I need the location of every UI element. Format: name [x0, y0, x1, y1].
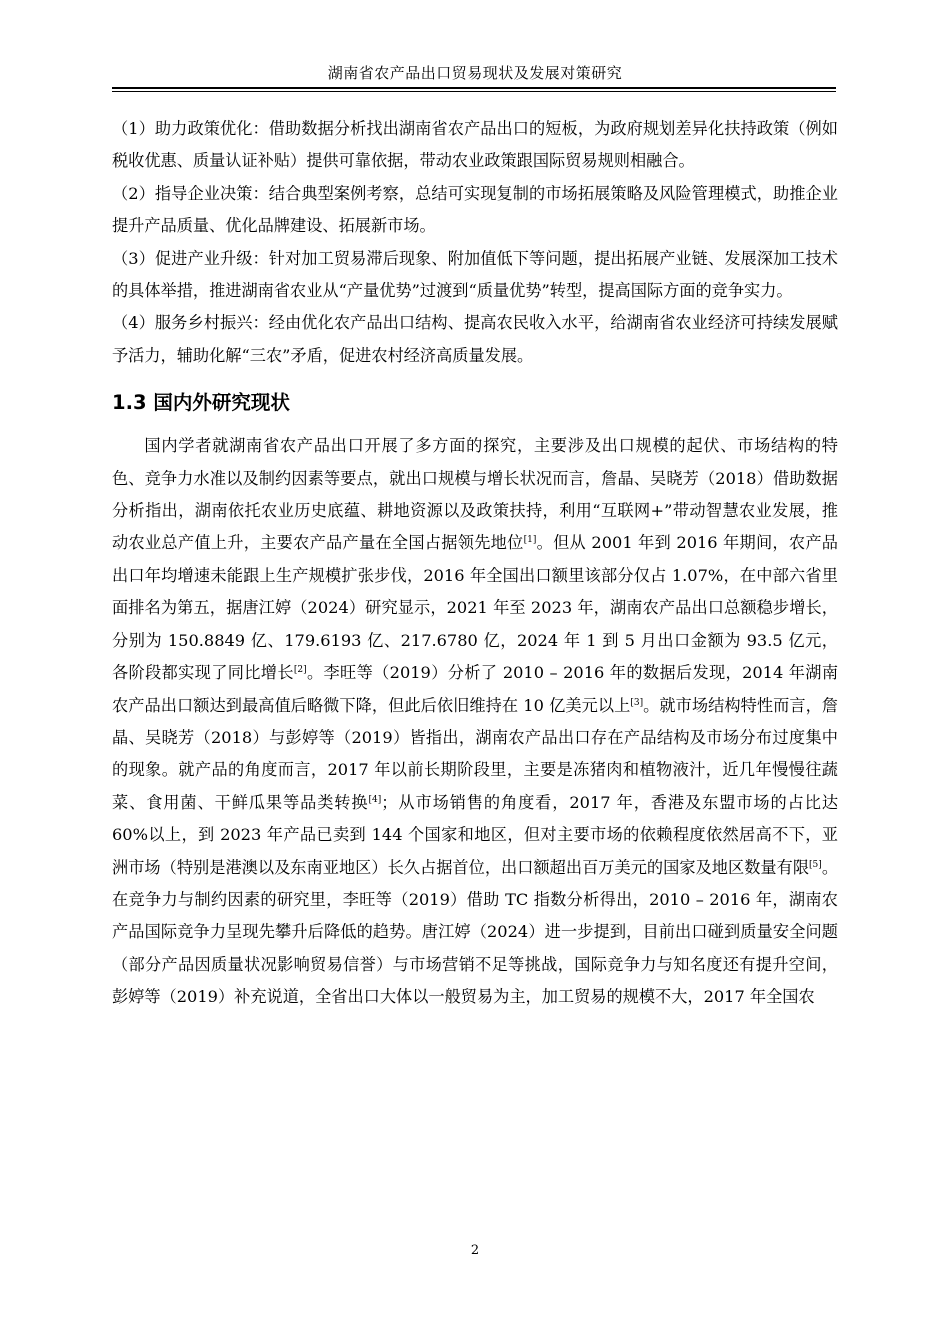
citation-ref: [2]: [293, 665, 307, 676]
header-rule-thin: [112, 91, 836, 92]
list-item: （1）助力政策优化：借助数据分析找出湖南省农产品出口的短板，为政府规划差异化扶持政策（例如税收优惠、质量认证补贴）提供可靠依据，带动农业政策跟国际贸易规则相融合。: [112, 119, 838, 171]
page-number: 2: [470, 1243, 480, 1258]
body-text: 国内学者就湖南省农产品出口开展了多方面的探究，主要涉及出口规模的起伏、市场结构的特色、竞争力水准以及制约因素等要点，就出口规模与增长状况而言，詹晶、吴晓芳（2018）借助数据分析指出，湖南依托农业历史底蕴、耕地资源以及政策扶持，利用“互联网+”带动智慧农业发展，推动农业总产值上升，主要农产品产量在全国占据领先地位: [112, 436, 838, 553]
body-text: ；从市场销售的角度看，2017 年，香港及东盟市场的占比达 60%以上，到 2023 年产品已卖到 144 个国家和地区，但对主要市场的依赖程度依然居高不下，亚洲市场（特别是港澳以及东南亚地区）长久占据首位，出口额超出百万美元的国家及地区数量有限: [112, 792, 839, 877]
running-header-title: 湖南省农产品出口贸易现状及发展对策研究: [327, 64, 623, 82]
body-paragraph: [112, 430, 838, 1013]
body-text: 。但从 2001 年到 2016 年期间，农产品出口年均增速未能跟上生产规模扩张步伐，2016 年全国出口额里该部分仅占 1.07%，在中部六省里面排名为第五，据唐江婷（2024）研究显示，2021 年至 2023 年，湖南农产品出口总额稳步增长，分别为 150.8849 亿、179.6193 亿、217.6780 亿，2024 年 1 到 5 月出口金额为 93.5 亿元，各阶段都实现了同比增长: [112, 533, 838, 683]
body-text: 。在竞争力与制约因素的研究里，李旺等（2019）借助 TC 指数分析得出，2010 – 2016 年，湖南农产品国际竞争力呈现先攀升后降低的趋势。唐江婷（2024）进一步提到，目前出口碰到质量安全问题（部分产品因质量状况影响贸易信誉）与市场营销不足等挑战，国际竞争力与知名度还有提升空间，彭婷等（2019）补充说道，全省出口大体以一般贸易为主，加工贸易的规模不大，2017 年全国农: [112, 857, 839, 1007]
list-item: （2）指导企业决策：结合典型案例考察，总结可实现复制的市场拓展策略及风险管理模式，助推企业提升产品质量、优化品牌建设、拓展新市场。: [112, 183, 838, 236]
citation-ref: [5]: [809, 859, 822, 870]
list-item: （4）服务乡村振兴：经由优化农产品出口结构、提高农民收入水平，给湖南省农业经济可持续发展赋予活力，辅助化解“三农”矛盾，促进农村经济高质量发展。: [112, 313, 838, 365]
section-heading: 1.3 国内外研究现状: [112, 391, 290, 415]
page-body: [112, 113, 838, 1014]
list-item: （3）促进产业升级：针对加工贸易滞后现象、附加值低下等问题，提出拓展产业链、发展深加工技术的具体举措，推进湖南省农业从“产量优势”过渡到“质量优势”转型，提高国际方面的竞争实力。: [112, 248, 838, 301]
citation-ref: [3]: [630, 697, 644, 708]
citation-ref: [1]: [523, 535, 537, 546]
body-text: 。李旺等（2019）分析了 2010 – 2016 年的数据后发现，2014 年湖南农产品出口额达到最高值后略微下降，但此后依旧维持在 10 亿美元以上: [112, 663, 839, 715]
body-text: 。就市场结构特性而言，詹晶、吴晓芳（2018）与彭婷等（2019）皆指出，湖南农产品出口存在产品结构及市场分布过度集中的现象。就产品的角度而言，2017 年以前长期阶段里，主要是冻猪肉和植物液汁，近几年慢慢往蔬菜、食用菌、干鲜瓜果等品类转换: [112, 695, 839, 812]
citation-ref: [4]: [368, 794, 382, 805]
header-rule-thick: [112, 87, 836, 89]
